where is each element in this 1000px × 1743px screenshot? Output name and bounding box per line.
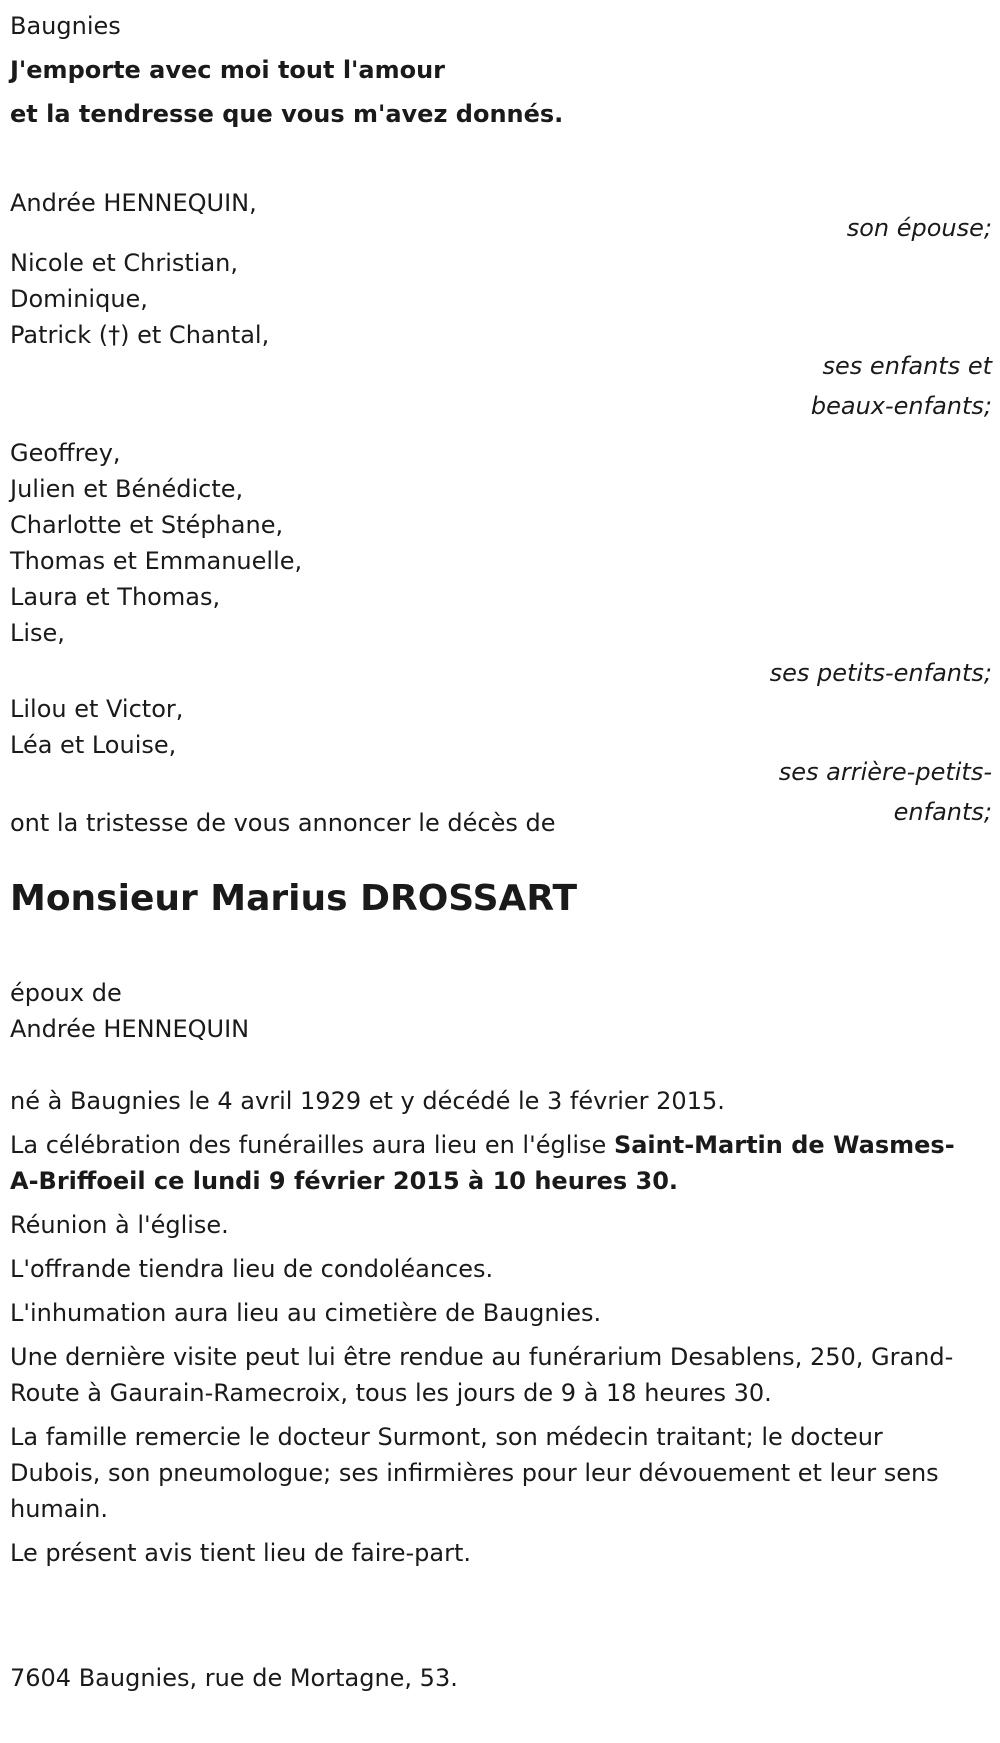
family-name: Lilou et Victor,: [10, 695, 184, 723]
visit-text: Une dernière visite peut lui être rendue au funérarium Desablens, 250, Grand-Route à Gaurain-Ramecroix, tous les jours de 9 à 18 heures 30.: [10, 1343, 954, 1407]
address: [10, 1660, 458, 1696]
town-label: Baugnies: [10, 12, 121, 40]
announcement-text: ont la tristesse de vous annoncer le décès de: [10, 809, 556, 837]
relation: [10, 975, 249, 1047]
role-label: enfants;: [893, 798, 992, 826]
family-name: Geoffrey,: [10, 439, 121, 467]
quote-line-1: J'emporte avec moi tout l'amour: [10, 56, 446, 84]
role-label: beaux-enfants;: [810, 392, 992, 420]
details: [10, 1083, 970, 1571]
role-label: ses arrière-petits-: [778, 758, 992, 786]
grandchildren-names: [10, 435, 302, 651]
children-role: [811, 346, 992, 426]
grandchildren-role: [770, 655, 992, 691]
burial-text: L'inhumation aura lieu au cimetière de Baugnies.: [10, 1299, 602, 1327]
role-label: ses petits-enfants;: [769, 659, 992, 687]
quote-line-2: et la tendresse que vous m'avez donnés.: [10, 100, 564, 128]
address-text: 7604 Baugnies, rue de Mortagne, 53.: [10, 1664, 458, 1692]
offering-text: L'offrande tiendra lieu de condoléances.: [10, 1255, 494, 1283]
relation-line-1: époux de: [10, 979, 122, 1007]
notice-text: Le présent avis tient lieu de faire-part.: [10, 1539, 472, 1567]
family-name: Julien et Bénédicte,: [10, 475, 244, 503]
great-grandchildren-role: [779, 752, 992, 832]
family-name: Patrick (†) et Chantal,: [10, 321, 270, 349]
children-names: [10, 245, 269, 353]
family-name: Dominique,: [10, 285, 148, 313]
role-label: son épouse;: [846, 214, 992, 242]
funeral-prefix: La célébration des funérailles aura lieu en l'église: [10, 1131, 614, 1159]
deceased-name: Monsieur Marius DROSSART: [10, 878, 578, 919]
relation-line-2: Andrée HENNEQUIN: [10, 1015, 250, 1043]
thanks-text: La famille remercie le docteur Surmont, son médecin traitant; le docteur Dubois, son pneumologue; ses infirmières pour leur dévouement et leur sens humain.: [10, 1423, 939, 1523]
spouse-names: [10, 185, 257, 221]
family-name: Laura et Thomas,: [10, 583, 221, 611]
family-name: Charlotte et Stéphane,: [10, 511, 284, 539]
great-grandchildren-names: [10, 691, 183, 763]
funeral-location-date: Saint-Martin de Wasmes-A-Briffoeil ce lundi 9 février 2015 à 10 heures 30.: [10, 1131, 955, 1195]
funeral-text: [10, 1127, 970, 1199]
spouse-role: [847, 210, 992, 246]
family-name: Lise,: [10, 619, 65, 647]
family-name: Thomas et Emmanuelle,: [10, 547, 303, 575]
family-name: Nicole et Christian,: [10, 249, 238, 277]
family-name: Andrée HENNEQUIN,: [10, 189, 257, 217]
role-label: ses enfants et: [822, 352, 992, 380]
meeting-text: Réunion à l'église.: [10, 1211, 229, 1239]
birth-death-text: né à Baugnies le 4 avril 1929 et y décédé le 3 février 2015.: [10, 1087, 725, 1115]
header: [10, 4, 563, 136]
family-name: Léa et Louise,: [10, 731, 177, 759]
announcement: [10, 805, 555, 841]
